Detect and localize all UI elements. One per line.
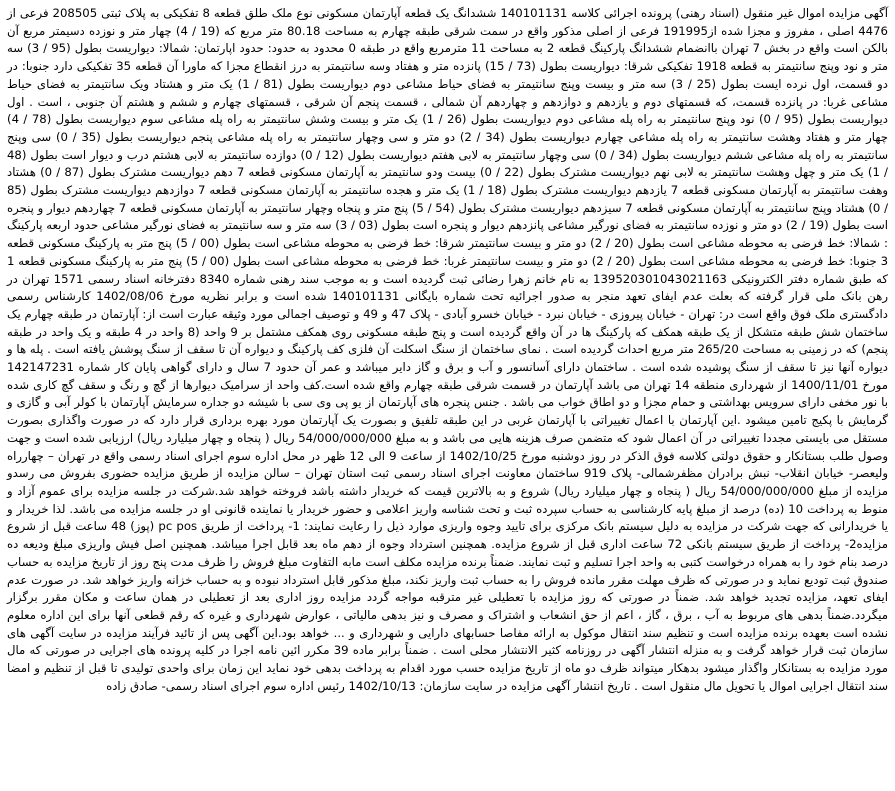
auction-notice-text: آگهی مزایده اموال غیر منقول (اسناد رهنی) پرونده اجرائی کلاسه 140101131 ششدانگ یک قطعه آپارتمان مسکونی نوع ملک طلق قطعه 8 تفکیکی به پلاک ثبتی 208505 فرعی از 4476 اصلی ، مفروز و مجزا شده از191995 فرعی از اصلی مذکور واقع در سمت شرقی طبقه چهارم به مساحت 80.18 متر مربع که (19 / 4) چهار متر و نوزده دسیمتر مربع آن بالکن است واقع در بخش 7 تهران باانضمام ششدانگ پارکینگ قطعه 2 به مساحت 11 مترمربع واقع در طبقه 0 محدود به حدود: حدود اپارتمان: شمالا: دیواریست بطول (95 / 3) سه متر و نود وپنج سانتیمتر به قطعه 1918 تفکیکی شرقا: دیواریست بطول (73 / 15) پانزده متر و هفتاد وسه سانتیمتر به درز انقطاع مجزا که ماورا آن قطعه 35 تفکیکی دارد جنوبا: در دو قسمت، اول نرده ایست بطول (25 / 3) سه متر و بیست وپنج سانتیمتر به فضای حیاط مشاعی دوم دیواریست بطول (81 / 1) یک متر و هشتاد ویک سانتیمتر به فضای حیاط مشاعی غربا: در پانزده قسمت، که قسمتهای دوم و یازدهم و دوازدهم و چهاردهم آن شمالی ، قسمت پنجم آن شرقی ، قسمتهای چهارم و ششم و هشتم آن جنوبی ، است . اول دیواریست بطول (95 / 0) نود وپنج سانتیمتر به راه پله مشاعی دوم دیواریست بطول (26 / 1) یک متر و بیست وشش سانتیمتر به راه پله مشاعی سوم دیواریست بطول (78 / 4) چهار متر و هفتاد وهشت سانتیمتر به راه پله مشاعی چهارم دیواریست بطول (34 / 2) دو متر و سی وچهار سانتیمتر به راه پله مشاعی پنجم دیواریست بطول (35 / 0) سی وپنج سانتیمتر به راه پله مشاعی ششم دیواریست بطول (34 / 0) سی وچهار سانتیمتر به لابی هفتم دیواریست بطول (12 / 0) دوازده سانتیمتر به لابی هشتم درب و دیوار است بطول (48 / 1) یک متر و چهل وهشت سانتیمتر به لابی نهم دیواریست مشترک بطول (22 / 0) بیست ودو سانتیمتر به آپارتمان مسکونی قطعه 7 دهم دیواریست مشترک بطول (87 / 0) هشتاد وهفت سانتیمتر به آپارتمان مسکونی قطعه 7 یازدهم دیواریست مشترک بطول (18 / 1) یک متر و هجده سانتیمتر به آپارتمان مسکونی قطعه 7 دوازدهم دیواریست مشترک بطول (85 / 0) هشتاد وپنج سانتیمتر به آپارتمان مسکونی قطعه 7 سیزدهم دیواریست مشترک بطول (54 / 5) پنج متر و پنجاه وچهار سانتیمتر به آپارتمان مسکونی قطعه 7 چهاردهم دیوار و پنجره است بطول (19 / 2) دو متر و نوزده سانتیمتر به فضای نورگیر مشاعی پانزدهم دیوار و پنجره است بطول (03 / 3) سه متر و سه سانتیمتر به فضای نورگیر مشاعی حدود اربعه پارکینگ : شمالا: خط فرضی به محوطه مشاعی است بطول (20 / 2) دو متر و بیست سانتیمتر شرقا: خط فرضی به محوطه مشاعی است بطول (00 / 5) پنج متر به پارکینگ مسکونی قطعه 3 جنوبا: خط فرضی به محوطه مشاعی است بطول (20 / 2) دو متر و بیست سانتیمتر غربا: خط فرضی به محوطه مشاعی است بطول (00 / 5) پنج متر به پارکینگ مسکونی قطعه 1 که طبق شماره دفتر الکترونیکی 139520301043021163 به نام خانم زهرا رضائی ثبت گردیده است و به موجب سند رهنی شماره 8340 دفترخانه اسناد رسمی 1571 تهران در رهن بانک ملی قرار گرفته که بعلت عدم ایفای تعهد منجر به صدور اجرائیه تحت شماره بایگانی 140101131 شده است و برابر نظریه مورخ 1402/08/06 کارشناس رسمی دادگستری ملک فوق واقع است در: تهران - خیابان پیروزی - خیابان نبرد - خیابان خسرو آبادی - پلاک 47 و 49 و توصیف اجمالی مورد وثیقه عبارت است از: آپارتمان در طبقه چهارم یک ساختمان شش طبقه متشکل از یک طبقه همکف که پارکینگ ها در آن واقع گردیده است و پنج طبقه مسکونی روی همکف مشتمل بر 9 واحد (8 واحد در 4 طبقه و یک واحد در طبقه پنجم) که در زمینی به مساحت 265/20 متر مربع احداث گردیده است . نمای ساختمان از سنگ اسکلت آن فلزی کف پارکینگ و دیواره آن تا سقف از سنگ پوشش یافته است . پله ها و دیواره آنها نیز تا سقف از سنگ پوشیده شده است . ساختمان دارای آسانسور و آب و برق و گاز دایر میباشد و عمر آن حدود 7 سال و دارای گواهی پایان کار شماره 142147231 مورخ 1400/11/01 از شهرداری منطقه 14 تهران می باشد آپارتمان در قسمت شرقی طبقه چهارم واقع شده است.کف واحد از سرامیک دیوارها از گچ و رنگ و سقف گچ کاری شده با نور مخفی دارای سرویس بهداشتی و حمام مجزا و دو اطاق خواب می باشد . جنس پنجره های آپارتمان از یو پی وی سی با شیشه دو جداره سرمایش آپارتمان با کولر آبی و گازی و گرمایش با پکیج تامین میشود .این آپارتمان با اعمال تغییراتی با آپارتمان غربی در این طبقه تلفیق و بصورت یک آپارتمان مورد بهره برداری قرار دارد که در صورت واگذاری بصورت مستقل می بایستی مجددا تغییراتی در آن اعمال شود که متضمن صرف هزینه هایی می باشد و به مبلغ 54/000/000/000 ریال ( پنجاه و چهار میلیارد ریال) ارزیابی شده است و جهت وصول طلب بستانکار و حقوق دولتی کلاسه فوق الذکر در روز دوشنبه مورخ 1402/10/25 از ساعت 9 الی 12 ظهر در محل اداره سوم اجرای اسناد رسمی واقع در تهران – چهارراه ولیعصر- خیابان انقلاب- نبش برادران مظفرشمالی- پلاک 919 ساختمان معاونت اجرای اسناد رسمی ثبت استان تهران – سالن مزایده از طریق مزایده حضوری بفروش می رسدو مزایده از مبلغ 54/000/000/000 ریال ( پنجاه و چهار میلیارد ریال) شروع و به بالاترین قیمت که خریدار داشته باشد فروخته خواهد شد.شرکت در جلسه مزایده برای عموم آزاد و منوط به پرداخت 10 (ده) درصد از مبلغ پایه کارشناسی به حساب سپرده ثبت و تحت شناسه واریز اعلامی و حضور خریدار یا نماینده قانونی او در جلسه مزایده می باشد. لذا خریدار و یا خریدارانی که جهت شرکت در مزایده به دلیل سیستم بانک مرکزی برای تایید وجوه واریزی موارد ذیل را رعایت نمایند: 1- پرداخت از طریق pc pos (پوز) 48 ساعت قبل از شروع مزایده2- پرداخت از طریق سیستم بانکی 72 ساعت اداری قبل از شروع مزایده. همچنین استرداد وجوه از دهم ماه بعد قابل اجرا میباشد. همچنین اصل فیش واریزی مبلغ ودیعه ده درصد بنام خود را به همراه درخواست کتبی به واحد اجرا تسلیم و ثبت نمایند. ضمناً برنده مزایده مکلف است مابه التفاوت مبلغ فروش را ظرف مدت پنج روز از تاریخ مزایده به حساب صندوق ثبت تودیع نماید و در صورتی که ظرف مهلت مقرر مانده فروش را به حساب ثبت واریز نکند، مبلغ مذکور قابل استرداد نبوده و به حساب خزانه واریز خواهد شد. در صورت عدم ایفای تعهد، مزایده تجدید خواهد شد. ضمناً در صورتی که روز مزایده با تعطیلی غیر مترقبه مواجه گردد مزایده روز اداری بعد از تعطیلی در همان ساعت و مکان مقرر برگزار میگردد.ضمناً بدهی های مربوط به آب ، برق ، گاز ، اعم از حق انشعاب و اشتراک و مصرف و نیز بدهی مالیاتی ، عوارض شهرداری و غیره که رقم قطعی آنها برای این اداره معلوم نشده است بعهده برنده مزایده است و تنظیم سند انتقال موکول به ارائه مفاصا حسابهای دارایی و شهرداری و ... خواهد بود.این آگهی پس از تائید فرآیند مزایده در سایت آگهی های سازمان ثبت قرار خواهد گرفت و به منزله انتشار آگهی در روزنامه کثیر الانتشار محلی است . ضمناً برابر ماده 39 مکرر ائین نامه اجرا در کلیه پرونده های اجرایی در صورتی که مال مورد مزایده به بستانکار واگذار میشود بدهکار میتواند ظرف دو ماه از تاریخ مزایده حسب مورد اقدام به پرداخت بدهی خود نماید این زمان برای واحدی تولیدی تا قبل از تنظیم و امضا سند انتقال اجرایی اموال یا تحویل مال منقول است . تاریخ انتشار آگهی مزایده در سایت سازمان: 1402/10/13 رئیس اداره سوم اجرای اسناد رسمی- صادق زاده xyxy=(7,6,889,693)
